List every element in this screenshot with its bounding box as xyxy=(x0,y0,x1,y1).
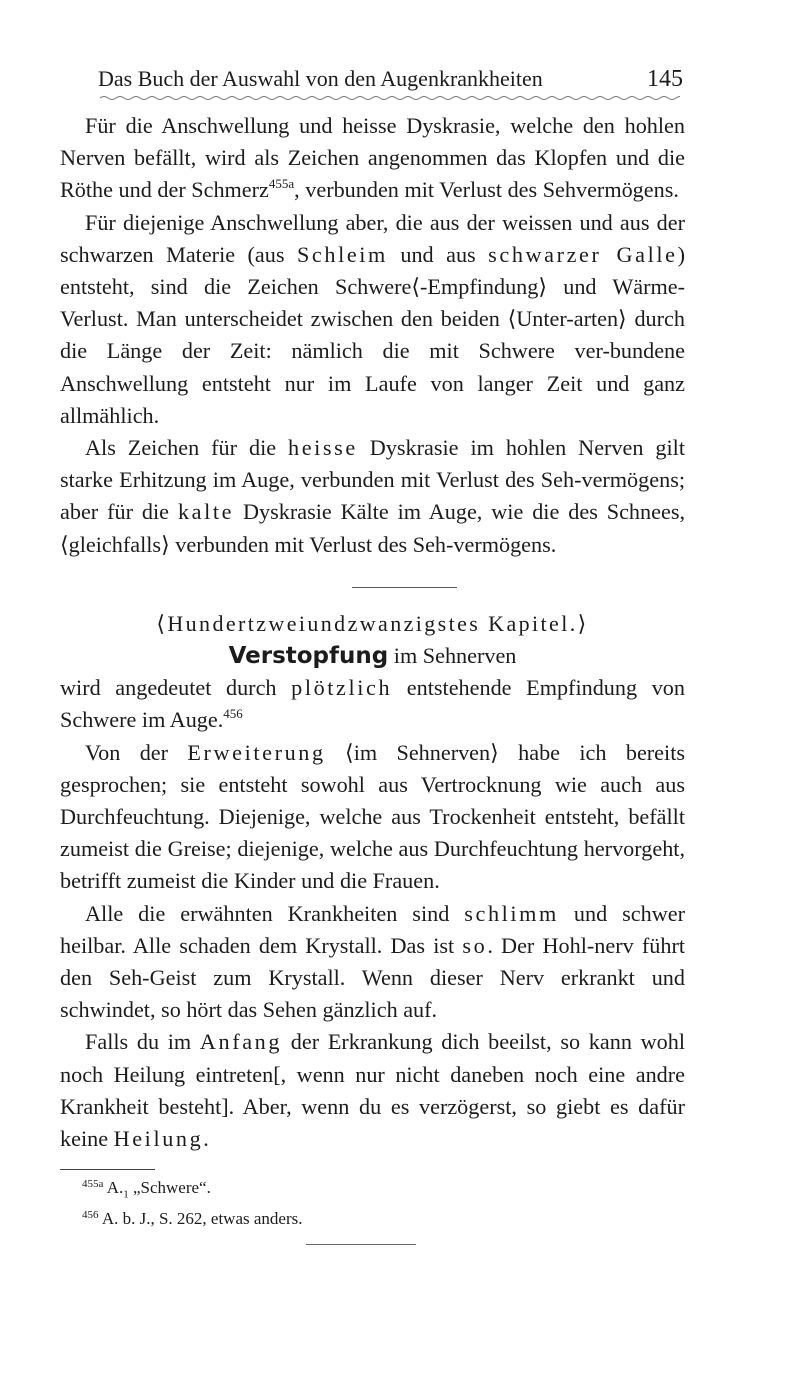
paragraph-1: Für die Anschwellung und heisse Dyskrasie, welche den hohlen Nerven befällt, wird als Zeichen angenommen das Klopfen und die Röthe und der Schmerz$^{455a}$, verbunden mit Verlust des Sehvermögens. xyxy=(60,113,685,203)
footnote-ref: 455a xyxy=(268,176,295,192)
paragraph-5: Von der Erweiterung ⟨im Sehnerven⟩ habe ich bereits gesprochen; sie entsteht sowohl aus Vertrocknung wie auch aus Durchfeuchtung. Diejenige, welche aus Trockenheit entsteht, befällt zumeist die Greise; diejenige, welche aus Durchfeuchtung hervorgeht, betrifft zumeist die Kinder und die Frauen. xyxy=(60,739,685,894)
end-rule xyxy=(306,1244,416,1245)
footnote-rule xyxy=(60,1169,155,1170)
paragraph-2: Für diejenige Anschwellung aber, die aus der weissen und aus der schwarzen Materie (aus Schleim und aus schwarzer Galle) entsteht, sind die Zeichen Schwere⟨-Empfindung⟩ und Wärme-Verlust. Man unterscheidet zwischen den beiden ⟨Unter-arten⟩ durch die Länge der Zeit: nämlich die mit Schwere ver-bundene Anschwellung entsteht nur im Laufe von langer Zeit und ganz allmählich. xyxy=(60,209,685,428)
paragraph-6: Alle die erwähnten Krankheiten sind schlimm und schwer heilbar. Alle schaden dem Krystall. Das ist so. Der Hohl-nerv führt den Seh-Geist zum Krystall. Wenn dieser Nerv erkrankt und schwindet, so hört das Sehen gänzlich auf. xyxy=(60,900,685,1023)
section-heading: Verstopfung im Sehnerven xyxy=(228,643,517,670)
footnote: $^{456}$ A. b. J., S. 262, etwas anders. xyxy=(82,1208,303,1228)
footnote: $^{455a}$ $A._1$ „Schwere“. xyxy=(82,1178,211,1201)
footnote-ref: 456 xyxy=(223,706,243,722)
running-title: Das Buch der Auswahl von den Augenkrankheiten xyxy=(98,66,543,91)
page-number: 145 xyxy=(647,66,683,92)
wavy-ornament-rule xyxy=(100,94,680,102)
section-separator xyxy=(352,587,457,588)
running-header xyxy=(98,66,683,92)
paragraph-4: wird angedeutet durch plötzlich entstehende Empfindung von Schwere im Auge.$^{456}$ xyxy=(60,675,685,733)
main-text xyxy=(60,110,685,1245)
chapter-title: ⟨Hundertzweiundzwanzigstes Kapitel.⟩ xyxy=(156,610,589,636)
paragraph-7: Falls du im Anfang der Erkrankung dich beeilst, so kann wohl noch Heilung eintreten[, wenn nur nicht daneben noch eine andre Krankheit besteht]. Aber, wenn du es verzögerst, so giebt es dafür keine Heilung. xyxy=(60,1029,686,1152)
paragraph-3: Als Zeichen für die heisse Dyskrasie im hohlen Nerven gilt starke Erhitzung im Auge, verbunden mit Verlust des Seh-vermögens; aber für die kalte Dyskrasie Kälte im Auge, wie die des Schnees, ⟨gleichfalls⟩ verbunden mit Verlust des Seh-vermögens. xyxy=(60,435,686,557)
